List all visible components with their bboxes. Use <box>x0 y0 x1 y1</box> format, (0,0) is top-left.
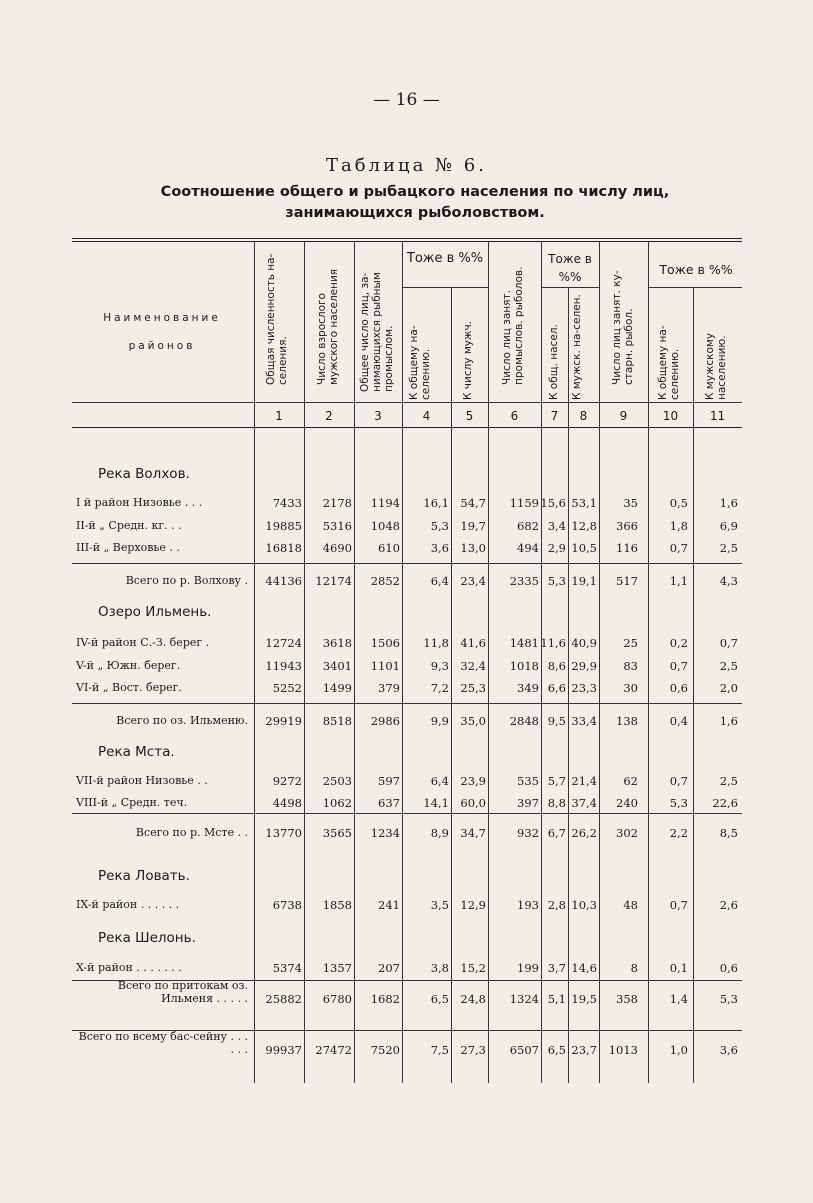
cell-col-1: 29919 <box>265 714 302 728</box>
cell-col-2: 1062 <box>322 796 352 810</box>
cell-col-6: 682 <box>517 519 539 533</box>
cell-col-6: 1018 <box>509 659 539 673</box>
cell-col-1: 5374 <box>272 961 302 975</box>
cell-col-8: 19,1 <box>571 574 597 588</box>
row-label: V-й „ Южн. берег. <box>76 659 181 672</box>
cell-col-11: 2,5 <box>719 541 738 555</box>
cell-col-1: 19885 <box>265 519 302 533</box>
row-label: VII-й район Низовье . . <box>76 774 208 787</box>
col-number: 9 <box>619 409 628 423</box>
cell-col-6: 1481 <box>509 636 539 650</box>
cell-col-7: 6,6 <box>547 681 566 695</box>
cell-col-4: 3,6 <box>430 541 449 555</box>
cell-col-6: 199 <box>517 961 539 975</box>
cell-col-8: 40,9 <box>571 636 597 650</box>
cell-col-8: 53,1 <box>571 496 597 510</box>
header-group-b: Тоже в %% <box>548 252 592 284</box>
cell-col-6: 193 <box>517 898 539 912</box>
header-col10: К общему на-селению. <box>657 325 681 400</box>
cell-col-11: 22,6 <box>712 796 738 810</box>
row-label: Всего по всему бас-сейну . . . . . . <box>78 1030 248 1056</box>
cell-col-2: 12174 <box>315 574 352 588</box>
cell-col-4: 7,2 <box>430 681 449 695</box>
cell-col-9: 302 <box>616 826 638 840</box>
cell-col-5: 35,0 <box>460 714 486 728</box>
section-title-volkhov: Река Волхов. <box>98 466 190 482</box>
cell-col-1: 4498 <box>272 796 302 810</box>
cell-col-7: 6,5 <box>547 1043 566 1057</box>
cell-col-1: 5252 <box>272 681 302 695</box>
section-title-shelon: Река Шелонь. <box>98 930 196 946</box>
cell-col-3: 610 <box>378 541 400 555</box>
cell-col-9: 30 <box>623 681 638 695</box>
cell-col-8: 23,7 <box>571 1043 597 1057</box>
cell-col-6: 535 <box>517 774 539 788</box>
header-col7: К общ. насел. <box>548 324 560 400</box>
table-title: Таблица № 6. <box>326 155 487 176</box>
cell-col-4: 9,3 <box>430 659 449 673</box>
cell-col-8: 29,9 <box>571 659 597 673</box>
cell-col-5: 32,4 <box>460 659 486 673</box>
cell-col-11: 5,3 <box>719 992 738 1006</box>
cell-col-7: 5,1 <box>547 992 566 1006</box>
cell-col-11: 3,6 <box>719 1043 738 1057</box>
cell-col-10: 1,8 <box>669 519 688 533</box>
cell-col-10: 0,2 <box>669 636 688 650</box>
cell-col-5: 41,6 <box>460 636 486 650</box>
cell-col-3: 207 <box>378 961 400 975</box>
cell-col-6: 6507 <box>509 1043 539 1057</box>
cell-col-4: 16,1 <box>423 496 449 510</box>
cell-col-10: 0,4 <box>669 714 688 728</box>
cell-col-2: 5316 <box>322 519 352 533</box>
cell-col-11: 2,5 <box>719 659 738 673</box>
cell-col-6: 494 <box>517 541 539 555</box>
cell-col-3: 1682 <box>370 992 400 1006</box>
cell-col-3: 1506 <box>370 636 400 650</box>
header-col1: Общая численность на-селения. <box>265 253 289 385</box>
section-title-lovat: Река Ловать. <box>98 868 190 884</box>
cell-col-9: 116 <box>616 541 638 555</box>
cell-col-2: 1499 <box>322 681 352 695</box>
row-label: Всего по притокам оз. Ильменя . . . . . <box>117 979 248 1005</box>
cell-col-5: 23,4 <box>460 574 486 588</box>
cell-col-2: 3565 <box>322 826 352 840</box>
cell-col-5: 27,3 <box>460 1043 486 1057</box>
cell-col-6: 397 <box>517 796 539 810</box>
col-number: 1 <box>275 409 283 423</box>
cell-col-11: 2,0 <box>719 681 738 695</box>
cell-col-6: 1324 <box>509 992 539 1006</box>
col-number: 11 <box>709 409 726 423</box>
row-label: Всего по оз. Ильменю. <box>116 714 248 727</box>
cell-col-9: 62 <box>623 774 638 788</box>
section-title-ilmen: Озеро Ильмень. <box>98 604 212 620</box>
cell-col-1: 25882 <box>265 992 302 1006</box>
cell-col-9: 8 <box>630 961 638 975</box>
cell-col-5: 24,8 <box>460 992 486 1006</box>
cell-col-10: 2,2 <box>669 826 688 840</box>
cell-col-2: 3401 <box>322 659 352 673</box>
row-label: I й район Низовье . . . <box>76 496 203 509</box>
header-col2: Число взрослого мужского населения <box>316 268 340 385</box>
table-subtitle: Соотношение общего и рыбацкого населения по числу лиц, занимающихся рыболовством. <box>160 184 670 221</box>
cell-col-8: 14,6 <box>571 961 597 975</box>
cell-col-6: 349 <box>517 681 539 695</box>
cell-col-5: 34,7 <box>460 826 486 840</box>
cell-col-10: 0,1 <box>669 961 688 975</box>
cell-col-8: 12,8 <box>571 519 597 533</box>
cell-col-7: 3,7 <box>547 961 566 975</box>
cell-col-11: 6,9 <box>719 519 738 533</box>
cell-col-7: 5,7 <box>547 774 566 788</box>
cell-col-7: 9,5 <box>547 714 566 728</box>
cell-col-10: 0,7 <box>669 659 688 673</box>
cell-col-3: 1194 <box>370 496 400 510</box>
cell-col-8: 26,2 <box>571 826 597 840</box>
cell-col-9: 138 <box>616 714 638 728</box>
col-number: 4 <box>422 409 431 423</box>
cell-col-11: 0,7 <box>719 636 738 650</box>
cell-col-8: 21,4 <box>571 774 597 788</box>
cell-col-10: 0,5 <box>669 496 688 510</box>
cell-col-7: 6,7 <box>547 826 566 840</box>
cell-col-1: 11943 <box>265 659 302 673</box>
header-col4: К общему на-селению. <box>408 325 432 400</box>
top-rule-double <box>72 241 742 242</box>
col-number: 8 <box>579 409 588 423</box>
cell-col-2: 3618 <box>322 636 352 650</box>
cell-col-8: 23,3 <box>571 681 597 695</box>
cell-col-1: 99937 <box>265 1043 302 1057</box>
row-label: IX-й район . . . . . . <box>76 898 180 911</box>
cell-col-10: 0,7 <box>669 774 688 788</box>
cell-col-8: 33,4 <box>571 714 597 728</box>
cell-col-3: 379 <box>378 681 400 695</box>
cell-col-3: 2986 <box>370 714 400 728</box>
cell-col-1: 6738 <box>272 898 302 912</box>
header-group-a: Тоже в %% <box>406 251 484 266</box>
cell-col-9: 240 <box>616 796 638 810</box>
row-label: II-й „ Средн. кг. . . <box>76 519 182 532</box>
cell-col-11: 2,6 <box>719 898 738 912</box>
cell-col-1: 13770 <box>265 826 302 840</box>
cell-col-10: 0,6 <box>669 681 688 695</box>
col-number: 5 <box>465 409 474 423</box>
cell-col-7: 15,6 <box>540 496 566 510</box>
cell-col-7: 3,4 <box>547 519 566 533</box>
header-col5: К числу мужч. <box>462 321 474 400</box>
cell-col-3: 1048 <box>370 519 400 533</box>
row-label: VIII-й „ Средн. теч. <box>76 796 188 809</box>
cell-col-4: 6,4 <box>430 774 449 788</box>
cell-col-4: 6,4 <box>430 574 449 588</box>
cell-col-5: 15,2 <box>460 961 486 975</box>
cell-col-5: 54,7 <box>460 496 486 510</box>
cell-col-3: 241 <box>378 898 400 912</box>
page-number: — 16 — <box>373 90 440 110</box>
header-col9: Число лиц занят. ку-старн. рыбол. <box>611 270 635 385</box>
cell-col-9: 48 <box>623 898 638 912</box>
cell-col-4: 9,9 <box>430 714 449 728</box>
cell-col-2: 2178 <box>322 496 352 510</box>
cell-col-4: 5,3 <box>430 519 449 533</box>
cell-col-4: 14,1 <box>423 796 449 810</box>
cell-col-9: 83 <box>623 659 638 673</box>
cell-col-2: 6780 <box>322 992 352 1006</box>
header-name-line1: Наименование <box>103 312 221 324</box>
cell-col-8: 37,4 <box>571 796 597 810</box>
header-col6: Число лиц занят. промыслов. рыболов. <box>501 266 525 385</box>
cell-col-5: 12,9 <box>460 898 486 912</box>
cell-col-3: 2852 <box>370 574 400 588</box>
cell-col-4: 7,5 <box>430 1043 449 1057</box>
col-number: 7 <box>550 409 559 423</box>
cell-col-3: 1101 <box>370 659 400 673</box>
cell-col-4: 3,5 <box>430 898 449 912</box>
cell-col-4: 6,5 <box>430 992 449 1006</box>
cell-col-3: 637 <box>378 796 400 810</box>
cell-col-11: 1,6 <box>719 714 738 728</box>
cell-col-2: 8518 <box>322 714 352 728</box>
cell-col-7: 2,8 <box>547 898 566 912</box>
cell-col-3: 597 <box>378 774 400 788</box>
cell-col-4: 11,8 <box>423 636 449 650</box>
cell-col-7: 2,9 <box>547 541 566 555</box>
cell-col-6: 2335 <box>509 574 539 588</box>
cell-col-6: 1159 <box>509 496 539 510</box>
row-label: VI-й „ Вост. берег. <box>76 681 182 694</box>
cell-col-4: 3,8 <box>430 961 449 975</box>
cell-col-11: 2,5 <box>719 774 738 788</box>
cell-col-1: 16818 <box>265 541 302 555</box>
cell-col-9: 25 <box>623 636 638 650</box>
cell-col-1: 44136 <box>265 574 302 588</box>
row-label: Всего по р. Волхову . <box>125 574 248 587</box>
section-title-msta: Река Мста. <box>98 744 175 760</box>
cell-col-6: 2848 <box>509 714 539 728</box>
cell-col-5: 23,9 <box>460 774 486 788</box>
cell-col-10: 1,4 <box>669 992 688 1006</box>
cell-col-8: 10,3 <box>571 898 597 912</box>
header-group-c: Тоже в %% <box>659 262 733 277</box>
cell-col-4: 8,9 <box>430 826 449 840</box>
cell-col-6: 932 <box>517 826 539 840</box>
cell-col-10: 0,7 <box>669 541 688 555</box>
row-label: X-й район . . . . . . . <box>76 961 182 974</box>
cell-col-2: 2503 <box>322 774 352 788</box>
col-number: 10 <box>662 409 679 423</box>
cell-col-9: 35 <box>623 496 638 510</box>
cell-col-2: 27472 <box>315 1043 352 1057</box>
header-name-line2: районов <box>128 340 196 352</box>
header-col8: К мужск. на-селен. <box>571 294 583 400</box>
cell-col-8: 10,5 <box>571 541 597 555</box>
cell-col-7: 8,8 <box>547 796 566 810</box>
cell-col-1: 12724 <box>265 636 302 650</box>
cell-col-3: 7520 <box>370 1043 400 1057</box>
cell-col-9: 358 <box>616 992 638 1006</box>
cell-col-8: 19,5 <box>571 992 597 1006</box>
cell-col-11: 1,6 <box>719 496 738 510</box>
col-number: 3 <box>374 409 382 423</box>
top-rule <box>72 238 742 239</box>
cell-col-10: 0,7 <box>669 898 688 912</box>
header-col3: Общее число лиц, за-нимающихся рыбным промыслом. <box>359 272 395 392</box>
cell-col-5: 60,0 <box>460 796 486 810</box>
cell-col-5: 25,3 <box>460 681 486 695</box>
cell-col-3: 1234 <box>370 826 400 840</box>
cell-col-10: 1,1 <box>669 574 688 588</box>
col-number: 6 <box>510 409 519 423</box>
cell-col-9: 366 <box>616 519 638 533</box>
cell-col-10: 5,3 <box>669 796 688 810</box>
row-label: IV-й район С.-З. берег . <box>76 636 210 649</box>
cell-col-11: 8,5 <box>719 826 738 840</box>
cell-col-7: 5,3 <box>547 574 566 588</box>
header-col11: К мужскому населению. <box>704 332 728 400</box>
cell-col-1: 9272 <box>272 774 302 788</box>
cell-col-10: 1,0 <box>669 1043 688 1057</box>
cell-col-9: 517 <box>616 574 638 588</box>
cell-col-5: 13,0 <box>460 541 486 555</box>
cell-col-11: 0,6 <box>719 961 738 975</box>
cell-col-2: 4690 <box>322 541 352 555</box>
row-label: III-й „ Верховье . . <box>76 541 180 554</box>
cell-col-2: 1357 <box>322 961 352 975</box>
cell-col-9: 1013 <box>608 1043 638 1057</box>
cell-col-2: 1858 <box>322 898 352 912</box>
cell-col-7: 8,6 <box>547 659 566 673</box>
cell-col-7: 11,6 <box>540 636 566 650</box>
cell-col-1: 7433 <box>272 496 302 510</box>
header-bottom-rule <box>72 427 742 428</box>
col-number: 2 <box>325 409 333 423</box>
cell-col-5: 19,7 <box>460 519 486 533</box>
cell-col-11: 4,3 <box>719 574 738 588</box>
row-label: Всего по р. Мсте . . <box>135 826 248 839</box>
